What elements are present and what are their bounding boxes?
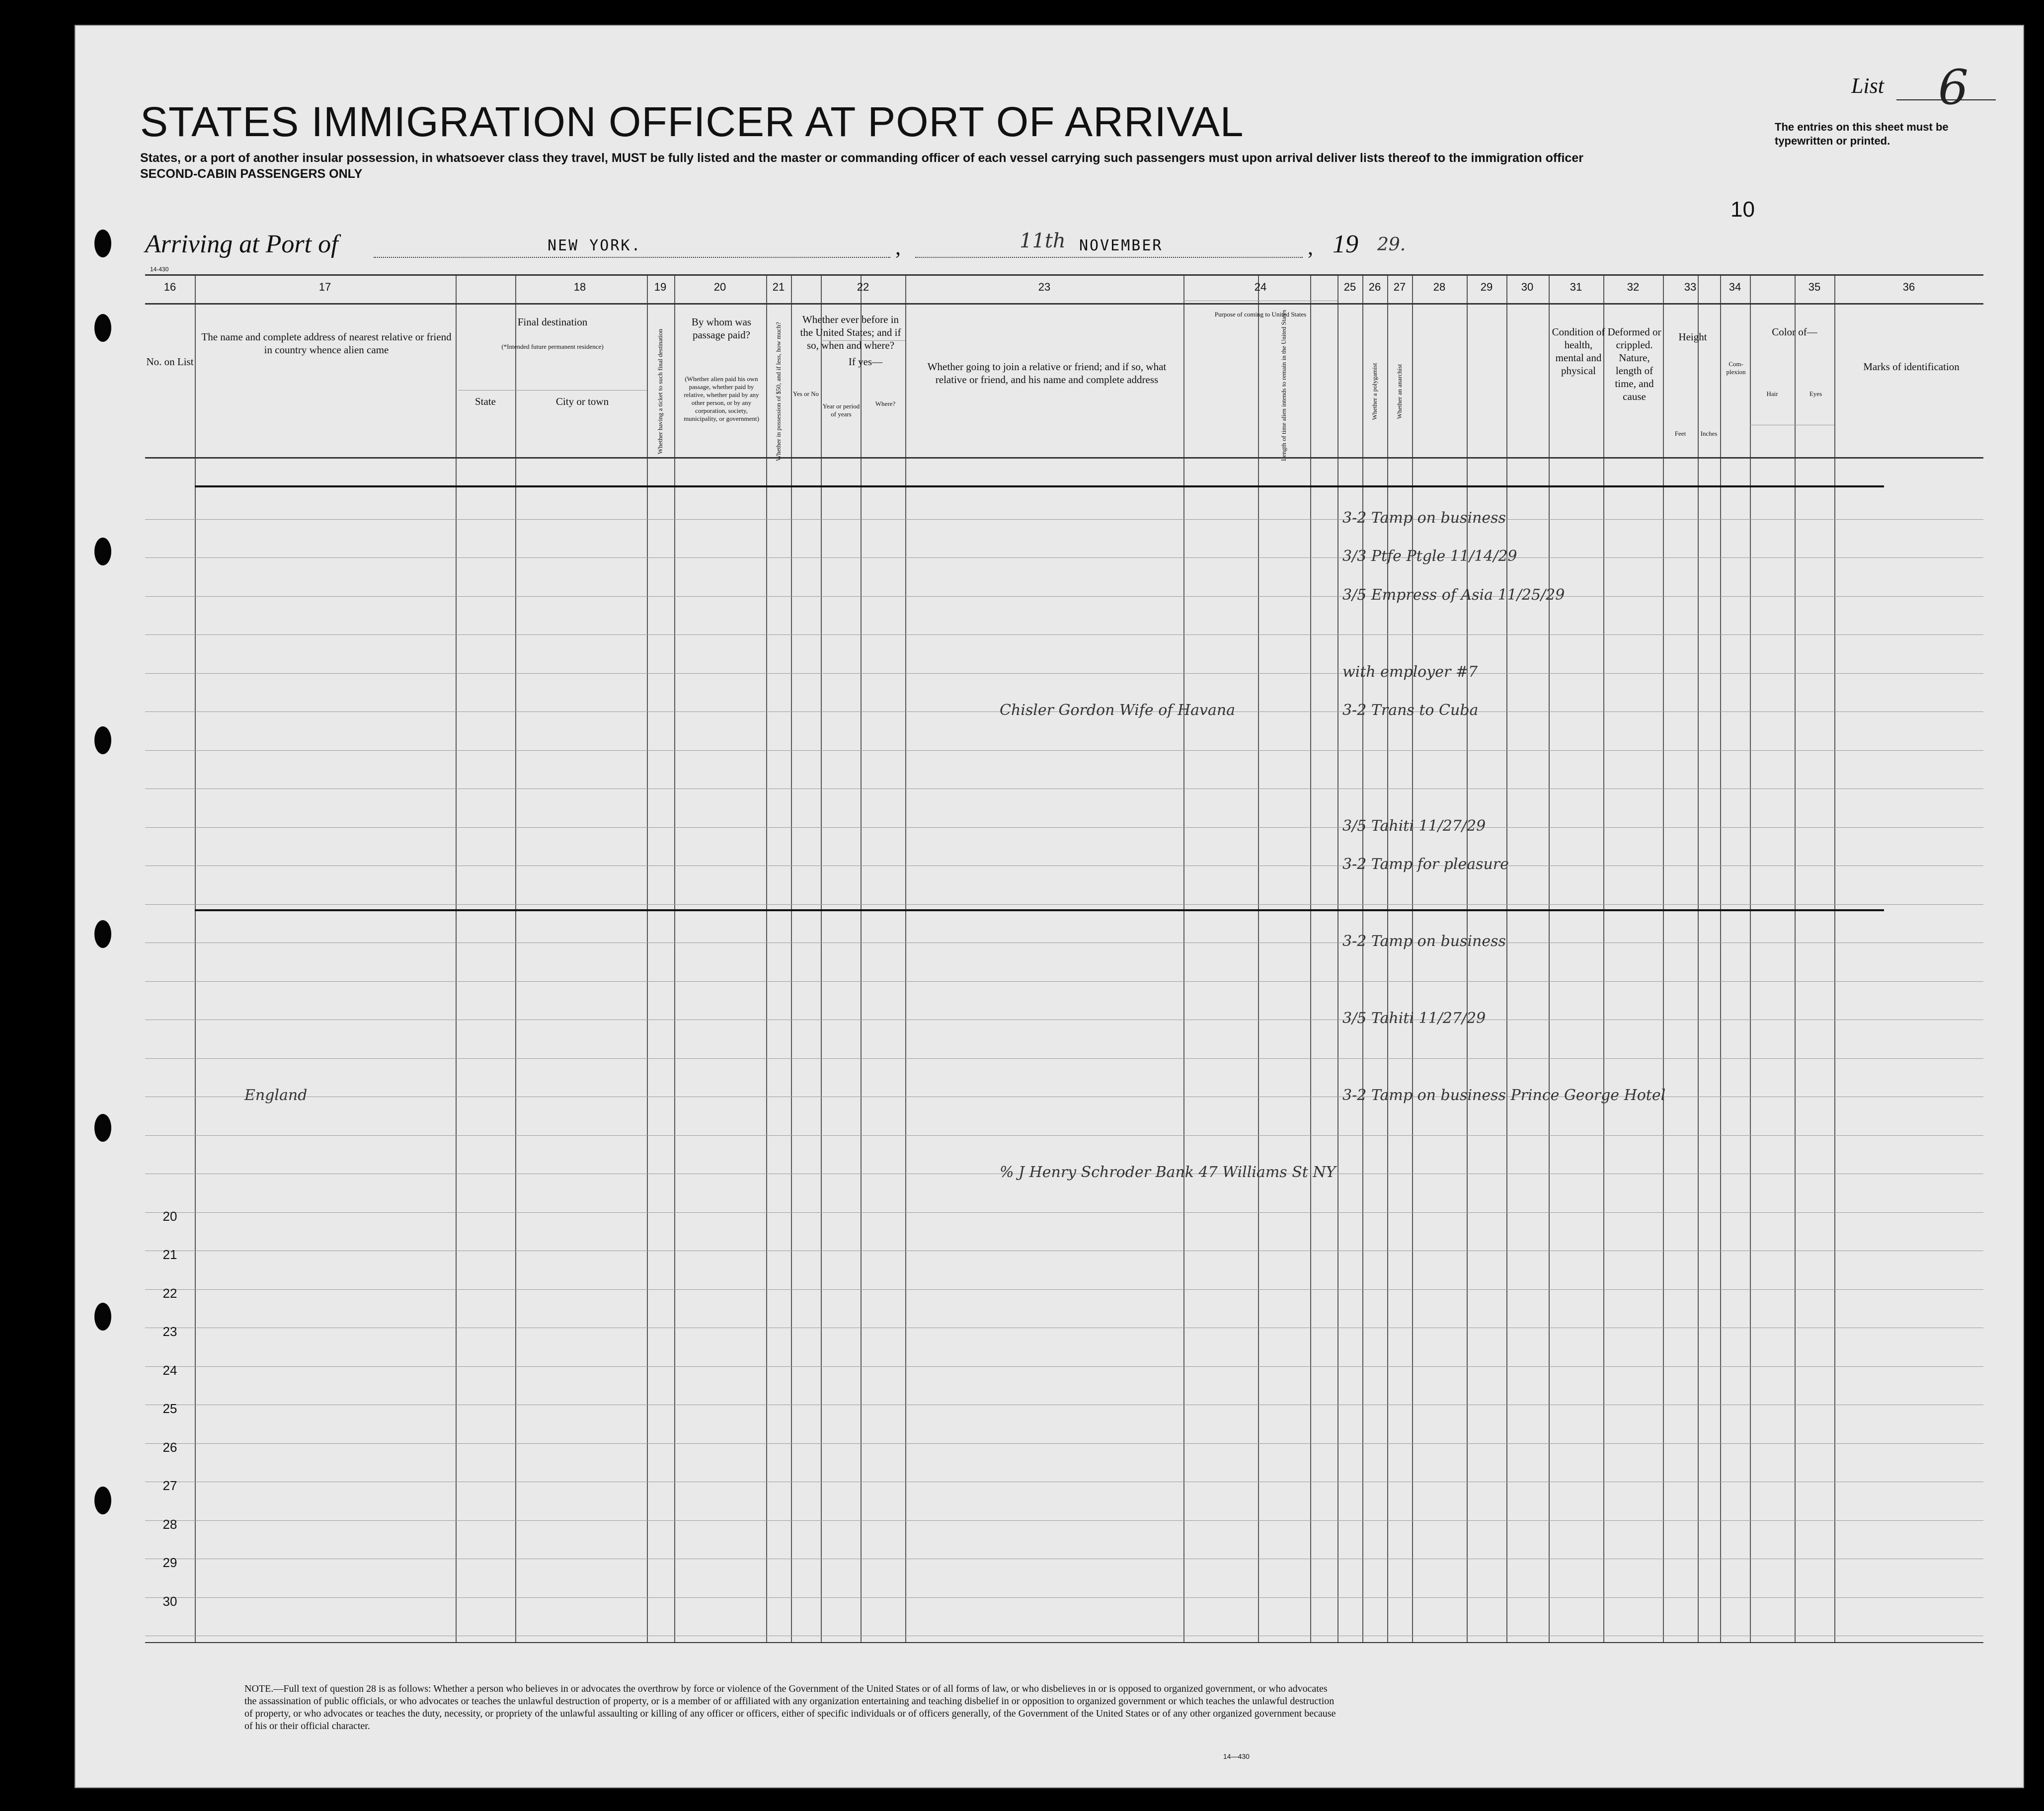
column-number: 33 [1684, 281, 1697, 293]
column-rule [1720, 276, 1721, 1642]
handwritten-annotation: 3-2 Trans to Cuba [1342, 702, 1479, 719]
column-rule [1698, 276, 1699, 1642]
handwritten-annotation: 3-2 Tamp on business [1342, 933, 1506, 950]
column-rule [1603, 276, 1604, 1642]
column-number: 36 [1902, 281, 1915, 293]
row-number: 23 [162, 1324, 177, 1339]
column-rule [1362, 276, 1363, 1642]
column-number: 35 [1808, 281, 1821, 293]
column-number: 25 [1343, 281, 1356, 293]
column-number: 22 [857, 281, 869, 293]
handwritten-annotation: 3/5 Tahiti 11/27/29 [1342, 817, 1486, 835]
column-rule [905, 276, 906, 1642]
row-rule [145, 557, 1983, 558]
column-rule [1310, 276, 1311, 1642]
handwritten-annotation: 3-2 Tamp on business [1342, 509, 1506, 527]
column-rule [674, 276, 675, 1642]
column-number: 23 [1038, 281, 1051, 293]
header-relative: The name and complete address of nearest relative or friend in country whence alien came [201, 331, 452, 356]
row-rule [145, 1443, 1983, 1444]
header-rule [145, 457, 1983, 459]
header-anarchist: Whether an anarchist [1396, 364, 1403, 419]
port-name: NEW YORK. [548, 237, 642, 254]
handwritten-annotation: with employer #7 [1342, 663, 1478, 681]
column-number: 27 [1393, 281, 1406, 293]
handwritten-annotation: % J Henry Schroder Bank 47 Williams St NY [1000, 1164, 1336, 1181]
column-number: 34 [1729, 281, 1741, 293]
form-code-small: 14-430 [150, 266, 169, 273]
column-rule [1337, 276, 1338, 1642]
header-yes_no: Yes or No [792, 390, 819, 397]
row-rule [145, 827, 1983, 828]
column-rule [1795, 276, 1796, 1642]
row-rule [145, 1058, 1983, 1059]
header-feet: Feet [1674, 430, 1686, 437]
strike-through [195, 485, 1884, 487]
header-state: State [475, 395, 496, 407]
column-number: 18 [573, 281, 586, 293]
header-paid_by: By whom was passage paid? [691, 316, 752, 341]
document-title: STATES IMMIGRATION OFFICER AT PORT OF ARRIVAL [140, 98, 1244, 145]
typewritten-note: The entries on this sheet must be typewritten or printed. [1775, 121, 1949, 147]
row-rule [145, 981, 1983, 982]
column-number: 26 [1368, 281, 1381, 293]
column-rule [456, 276, 457, 1642]
column-number: 17 [318, 281, 331, 293]
manifest-sheet: STATES IMMIGRATION OFFICER AT PORT OF ARRIVAL States, or a port of another insular possession, in whatsoever class they travel, MUST be fully listed and the master or commanding officer of each vessel carrying such passengers must upon arrival deliver lists thereof to the immigration officer SECOND-CABIN PASSENGERS ONLY List 6 The entries on this sheet must be typewritten or printed. 10 Arriving at Port of NEW YORK. , 11th NOVEMBER , 19 29. 14-430 16 17 18 19 20 21 22 23 24 25 26 27 28 29 30 31 32 33 34 35 36 No. on List The name and complete address of nearest relative or friend in country whence alien came Final destination (*Intended future permanent residence) State City or town By whom was passage paid? (Whether alien paid his own passage, whether paid by relative, whether paid by any other person, or by any corporation, society, municipality, or government) Whether ever before in the United States; and if so, when and where? Yes or No If yes— Year or period of years Where? Whether going to join a relative or friend; and if so, what relative or friend, and his name and complete address Purpose of coming to United States Condition of health, mental and physical Deformed or crippled. Nature, length of time, and cause Height Feet Inches Com-plexion Color of— Hair Eyes Marks of identification Whether having a ticket to such final destination Whether in possession of $50, and if less, how much? Length of time alien intends to remain in the United States Whether a polygamist Whether an anarchist 20 21 22 23 24 25 26 27 28 29 30 3-2 Tamp on business 3/3 Ptfe Ptgle 11/14/29 3/5 Empress of Asia 11/25/29 with employer #7 3-2 Trans to Cuba 3/5 Tahiti 11/27/29 3-2 Tamp for pleasure 3-2 Tamp on business 3/5 Tahiti 11/27/29 3-2 Tamp on business Prince George Hotel Chisler Gordon Wife of Havana % J Henry Schroder Bank 47 Williams St NY England NOTE.—Full text of question 28 is as follows: Whether a person who believes in or advocates the overthrow by force or violence of the Government of the United States or of all forms of law, or who disbelieves in or is opposed to organized government, or who advocates the assassination of public officials, or who advocates or teaches the unlawful destruction of property, or is a member of or affiliated with any organization entertaining and teaching disbelief in or opposition to organized government or which teaches the unlawful destruction of property, or who advocates or teaches the duty, necessity, or propriety of the unlawful assaulting or killing of any officer or officers, either of specific individuals or of officers generally, of the Government of the United States or of any other organized government because of his or their official character. 14—430 [75, 25, 2024, 1788]
column-rule [1183, 276, 1184, 1642]
header-height: Height [1678, 331, 1707, 343]
column-rule [1750, 276, 1751, 1642]
header-where: Where? [875, 400, 896, 407]
column-rule [1412, 276, 1413, 1642]
row-number: 30 [162, 1593, 177, 1609]
column-rule [1506, 276, 1507, 1642]
row-rule [145, 1289, 1983, 1290]
row-number: 29 [162, 1555, 177, 1570]
column-rule [195, 276, 196, 1642]
column-rule [647, 276, 648, 1642]
header-if_yes: If yes— [848, 356, 883, 368]
header-ticket: Whether having a ticket to such final destination [656, 328, 664, 455]
arrival-year-prefix: 19 [1333, 230, 1358, 258]
footnote: NOTE.—Full text of question 28 is as follows: Whether a person who believes in or advocates the overthrow by force or violence of the Government of the United States or of all forms of law, or who disbelieves in or is opposed to organized government, or who advocates the assassination of public officials, or who advocates or teaches the unlawful destruction of property, or is a member of or affiliated with any organization entertaining and teaching disbelief in or opposition to organized government or which teaches the unlawful destruction of property, or who advocates or teaches the duty, necessity, or propriety of the unlawful assaulting or killing of any officer or officers, either of specific individuals or of officers generally, of the Government of the United States or of any other organized government because of his or their official character. [244, 1683, 1336, 1732]
row-rule [145, 904, 1983, 905]
header-final_destination_note: (*Intended future permanent residence) [501, 343, 604, 350]
row-number: 27 [162, 1478, 177, 1493]
column-rule [1834, 276, 1835, 1642]
arriving-label: Arriving at Port of [145, 230, 338, 258]
column-number: 29 [1480, 281, 1493, 293]
row-number: 24 [162, 1362, 177, 1378]
list-label: List [1851, 74, 1884, 98]
row-number: 20 [162, 1208, 177, 1224]
header-rule [458, 390, 647, 391]
header-marks: Marks of identification [1863, 361, 1960, 373]
row-rule [145, 750, 1983, 751]
column-number: 20 [713, 281, 726, 293]
header-no_on_list: No. on List [146, 356, 194, 368]
column-rule [1387, 276, 1388, 1642]
row-number: 28 [162, 1516, 177, 1532]
handwritten-annotation: 3/3 Ptfe Ptgle 11/14/29 [1342, 548, 1517, 565]
column-rule [821, 276, 822, 1642]
header-final_destination: Final destination [517, 316, 588, 328]
row-rule [145, 1366, 1983, 1367]
row-rule [145, 673, 1983, 674]
column-number: 28 [1433, 281, 1446, 293]
header-city: City or town [555, 395, 609, 407]
header-joining: Whether going to join a relative or friend; and if so, what relative or friend, and his name and complete address [927, 361, 1167, 386]
handwritten-annotation: 3-2 Tamp on business Prince George Hotel [1342, 1087, 1666, 1104]
handwritten-annotation: England [244, 1087, 308, 1104]
header-paid_by_note: (Whether alien paid his own passage, whether paid by relative, whether paid by any other person, or by any corporation, society, municipality, or government) [684, 375, 759, 422]
column-number: 16 [163, 281, 176, 293]
header-complexion: Com-plexion [1726, 360, 1746, 376]
header-color_of: Color of— [1772, 326, 1817, 338]
column-rule [766, 276, 767, 1642]
column-number: 19 [654, 281, 667, 293]
sheet-number: 10 [1730, 197, 1755, 222]
row-rule [145, 1135, 1983, 1136]
header-hair: Hair [1766, 390, 1778, 397]
header-rule [145, 303, 1983, 305]
form-number: 14—430 [1223, 1752, 1250, 1760]
column-number: 31 [1570, 281, 1582, 293]
header-length_stay: Length of time alien intends to remain in the United States [1280, 310, 1287, 461]
header-health: Condition of health, mental and physical [1552, 326, 1605, 377]
row-rule [145, 1597, 1983, 1598]
header-year_period: Year or period of years [822, 402, 860, 418]
header-money: Whether in possession of $50, and if less, how much? [775, 322, 782, 461]
column-number: 32 [1627, 281, 1640, 293]
column-rule [1467, 276, 1468, 1642]
header-rule [821, 340, 905, 341]
arrival-year-suffix: 29. [1377, 235, 1406, 255]
row-rule [145, 1520, 1983, 1521]
passenger-table [145, 274, 1983, 1643]
list-number: 6 [1938, 60, 1968, 115]
column-rule [791, 276, 792, 1642]
column-number: 30 [1521, 281, 1534, 293]
row-number: 26 [162, 1439, 177, 1455]
row-rule [145, 634, 1983, 635]
header-inches: Inches [1700, 430, 1718, 437]
row-rule [145, 596, 1983, 597]
handwritten-annotation: Chisler Gordon Wife of Havana [1000, 702, 1236, 719]
arrival-month: NOVEMBER [1079, 237, 1163, 254]
column-rule [861, 276, 862, 1642]
handwritten-annotation: 3-2 Tamp for pleasure [1342, 856, 1509, 873]
header-eyes: Eyes [1809, 390, 1822, 397]
column-rule [1549, 276, 1550, 1642]
column-rule [1663, 276, 1664, 1642]
row-number: 21 [162, 1247, 177, 1262]
handwritten-annotation: 3/5 Tahiti 11/27/29 [1342, 1010, 1486, 1027]
row-rule [145, 519, 1983, 520]
header-polygamist: Whether a polygamist [1371, 363, 1378, 420]
arrival-day: 11th [1020, 230, 1066, 252]
header-before_us: Whether ever before in the United States; and if so, when and where? [800, 314, 901, 351]
row-rule [145, 1212, 1983, 1213]
header-deformed: Deformed or crippled. Nature, length of time, and cause [1607, 326, 1661, 402]
row-number: 22 [162, 1285, 177, 1301]
column-rule [1258, 276, 1259, 1642]
column-number: 21 [772, 281, 785, 293]
row-rule [145, 788, 1983, 789]
header-instructions: States, or a port of another insular possession, in whatsoever class they travel, MUST be fully listed and the master or commanding officer of each vessel carrying such passengers must upon arrival deliver lists thereof to the immigration officer SECOND-CABIN PASSENGERS ONLY [140, 151, 1583, 181]
column-rule [515, 276, 516, 1642]
handwritten-annotation: 3/5 Empress of Asia 11/25/29 [1342, 586, 1565, 604]
column-number: 24 [1254, 281, 1267, 293]
strike-through [195, 909, 1884, 911]
header-purpose: Purpose of coming to United States [1214, 311, 1307, 318]
row-number: 25 [162, 1401, 177, 1416]
binder-holes [89, 26, 119, 1787]
